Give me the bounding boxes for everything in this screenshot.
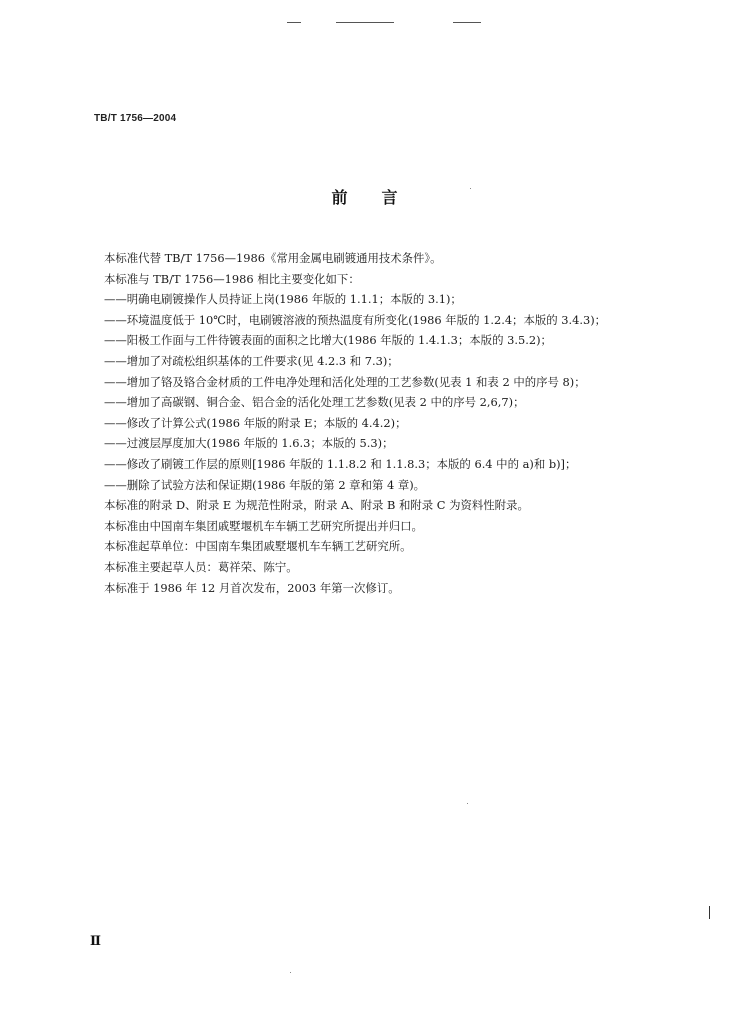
foreword-body xyxy=(104,248,644,598)
text-line: 本标准由中国南车集团戚墅堰机车车辆工艺研究所提出并归口。 xyxy=(104,518,423,533)
scan-artifact-line xyxy=(336,22,394,23)
text-line: 本标准起草单位：中国南车集团戚墅堰机车车辆工艺研究所。 xyxy=(104,539,412,554)
scan-speck xyxy=(467,803,468,804)
list-item: ——环境温度低于 10℃时，电刷镀溶液的预热温度有所变化(1986 年版的 1.2.4；本版的 3.4.3)； xyxy=(104,312,607,327)
list-item: ——明确电刷镀操作人员持证上岗(1986 年版的 1.1.1；本版的 3.1)； xyxy=(104,292,462,307)
text-line: 本标准于 1986 年 12 月首次发布，2003 年第一次修订。 xyxy=(104,580,400,595)
scan-speck xyxy=(290,972,291,973)
page-number: Ⅱ xyxy=(90,934,101,949)
scan-speck xyxy=(470,188,471,189)
list-item: ——修改了刷镀工作层的原则[1986 年版的 1.1.8.2 和 1.1.8.3；本版的 6.4 中的 a)和 b)]； xyxy=(104,456,577,471)
list-item: ——增加了铬及铬合金材质的工件电净处理和活化处理的工艺参数(见表 1 和表 2 中的序号 8)； xyxy=(104,374,586,389)
scan-edge-mark xyxy=(709,906,710,919)
list-item: ——增加了对疏松组织基体的工件要求(见 4.2.3 和 7.3)； xyxy=(104,353,399,368)
text-line: 本标准代替 TB/T 1756—1986《常用金属电刷镀通用技术条件》。 xyxy=(104,251,442,265)
document-number: TB/T 1756—2004 xyxy=(94,113,177,124)
scan-artifact-line xyxy=(453,22,481,23)
text-line: 本标准与 TB/T 1756—1986 相比主要变化如下： xyxy=(104,271,360,286)
list-item: ——修改了计算公式(1986 年版的附录 E；本版的 4.4.2)； xyxy=(104,415,407,430)
list-item: ——过渡层厚度加大(1986 年版的 1.6.3；本版的 5.3)； xyxy=(104,436,394,451)
list-item: ——删除了试验方法和保证期(1986 年版的第 2 章和第 4 章)。 xyxy=(104,477,426,492)
scan-artifact-line xyxy=(287,22,301,23)
page-title: 前言 xyxy=(331,188,432,207)
list-item: ——增加了高碳钢、铜合金、铝合金的活化处理工艺参数(见表 2 中的序号 2,6,7)； xyxy=(104,395,525,410)
list-item: ——阳极工作面与工件待镀表面的面积之比增大(1986 年版的 1.4.1.3；本版的 3.5.2)； xyxy=(104,333,552,348)
text-line: 本标准主要起草人员：葛祥荣、陈宁。 xyxy=(104,559,298,574)
text-line: 本标准的附录 D、附录 E 为规范性附录，附录 A、附录 B 和附录 C 为资料性附录。 xyxy=(104,498,529,513)
